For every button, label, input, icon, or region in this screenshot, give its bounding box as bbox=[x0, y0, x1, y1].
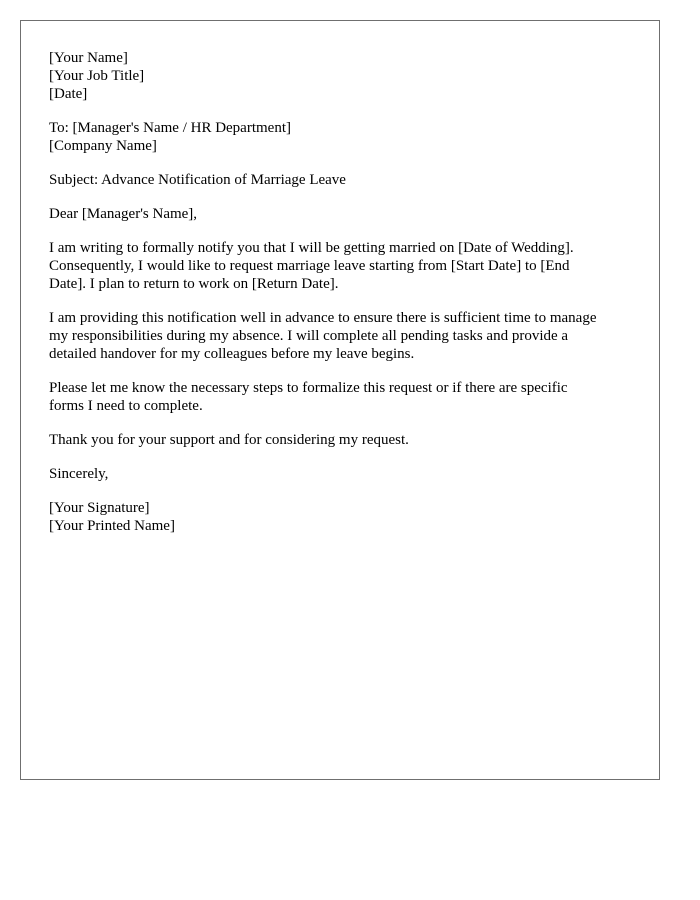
salutation bbox=[49, 205, 641, 223]
recipient-block bbox=[49, 119, 641, 155]
sender-name: [Your Name] bbox=[49, 50, 128, 66]
paragraph-line: Thank you for your support and for considering my request. bbox=[49, 432, 409, 448]
sender-job-title: [Your Job Title] bbox=[49, 68, 145, 84]
paragraph-line: I am writing to formally notify you that I will be getting married on [Date of Wedding]. bbox=[49, 240, 574, 256]
closing-text: Sincerely, bbox=[49, 466, 109, 482]
paragraph-line: Please let me know the necessary steps to formalize this request or if there are specific bbox=[49, 380, 568, 396]
sender-block bbox=[49, 49, 641, 103]
paragraph-line: forms I need to complete. bbox=[49, 398, 203, 414]
recipient-company: [Company Name] bbox=[49, 138, 157, 154]
paragraph-thanks bbox=[49, 431, 641, 449]
subject-line bbox=[49, 171, 641, 189]
paragraph-line: detailed handover for my colleagues before my leave begins. bbox=[49, 346, 415, 362]
paragraph-advance-notice bbox=[49, 309, 641, 363]
letter-date: [Date] bbox=[49, 86, 88, 102]
recipient-to-line: To: [Manager's Name / HR Department] bbox=[49, 120, 291, 136]
paragraph-next-steps bbox=[49, 379, 641, 415]
paragraph-line: my responsibilities during my absence. I will complete all pending tasks and provide a bbox=[49, 328, 569, 344]
letter-body bbox=[49, 49, 641, 551]
paragraph-line: Consequently, I would like to request marriage leave starting from [Start Date] to [End bbox=[49, 258, 570, 274]
salutation-text: Dear [Manager's Name], bbox=[49, 206, 198, 222]
letter-page bbox=[20, 20, 660, 780]
signature-block bbox=[49, 499, 641, 535]
closing bbox=[49, 465, 641, 483]
subject-text: Subject: Advance Notification of Marriage Leave bbox=[49, 172, 346, 188]
printed-name: [Your Printed Name] bbox=[49, 518, 175, 534]
paragraph-wedding-notice bbox=[49, 239, 641, 293]
paragraph-line: I am providing this notification well in advance to ensure there is sufficient time to manage bbox=[49, 310, 597, 326]
signature-line: [Your Signature] bbox=[49, 500, 150, 516]
paragraph-line: Date]. I plan to return to work on [Return Date]. bbox=[49, 276, 339, 292]
